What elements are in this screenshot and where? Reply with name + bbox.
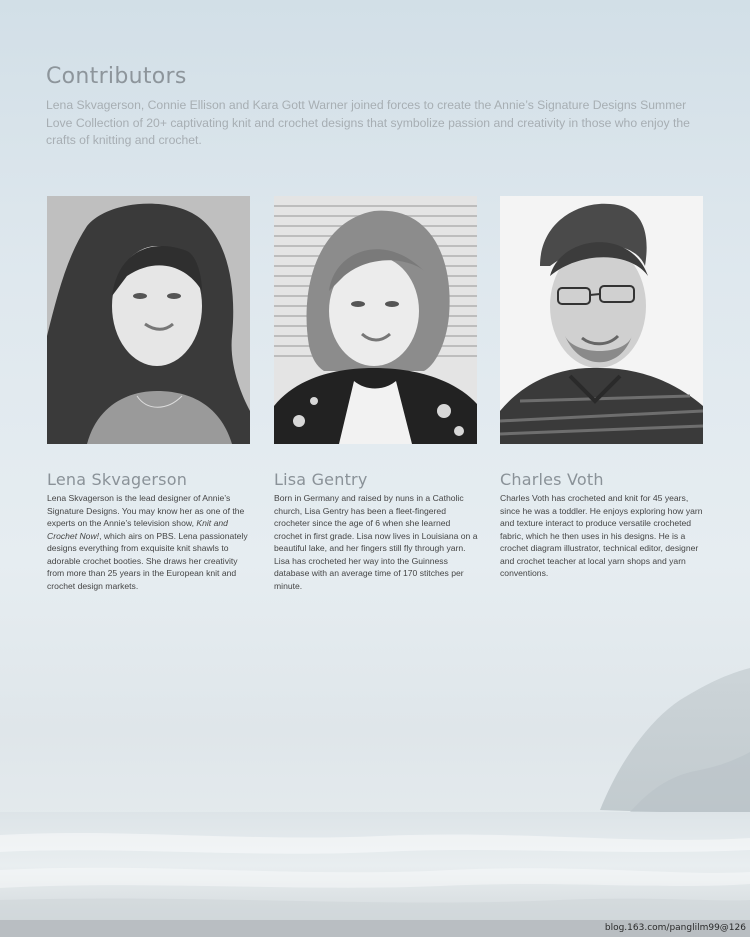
intro-paragraph: Lena Skvagerson, Connie Ellison and Kara Gott Warner joined forces to create the Annie’s Signature Designs Summer Love Collection of 20+ captivating knit and crochet designs that symbolize passion and creativity in those who enjoy the crafts of knitting and crochet. [46,98,690,147]
page-title: Contributors [46,64,187,89]
contributor-bio: Charles Voth has crocheted and knit for 45 years, since he was a toddler. He enjoys exploring how yarn and texture interact to produce versatile crocheted fabric, which he then uses in his designs. He is a crochet diagram illustrator, technical editor, designer and crochet teacher at local yarn shops and yarn conventions. [500,493,703,578]
contributor-name: Charles Voth [500,470,604,489]
contributor-card [500,196,704,580]
contributor-bio: Born in Germany and raised by nuns in a Catholic church, Lisa Gentry has been a fleet-fingered crocheter since the age of 6 when she learned crochet in first grade. Lisa now lives in Louisiana on a beautiful lake, and her fingers still fly through yarn. Lisa has crocheted her way into the Guinness database with an average time of 170 stitches per minute. [274,493,478,591]
contributor-photo [500,196,703,444]
bio-text-part: Lena Skvagerson is the lead designer of Annie’s Signature Designs. You may know her as one of the experts on the Annie’s television show, [47,493,245,528]
contributor-name: Lisa Gentry [274,470,368,489]
watermark: blog.163.com/panglilm99@126 [604,923,746,933]
bio-text-part: , which airs on PBS. Lena passionately designs everything from exquisite knit shawls to adorable crochet booties. She draws her creativity from more than 25 years in the European knit and crochet design markets. [47,530,248,591]
contributor-bio [47,492,251,592]
contributor-photo [47,196,250,444]
contributor-card [47,196,251,592]
contributor-photo [274,196,477,444]
contributor-card [274,196,478,592]
tv-show-title: Knit and Crochet Now! [47,518,228,541]
contributor-name: Lena Skvagerson [47,470,188,489]
